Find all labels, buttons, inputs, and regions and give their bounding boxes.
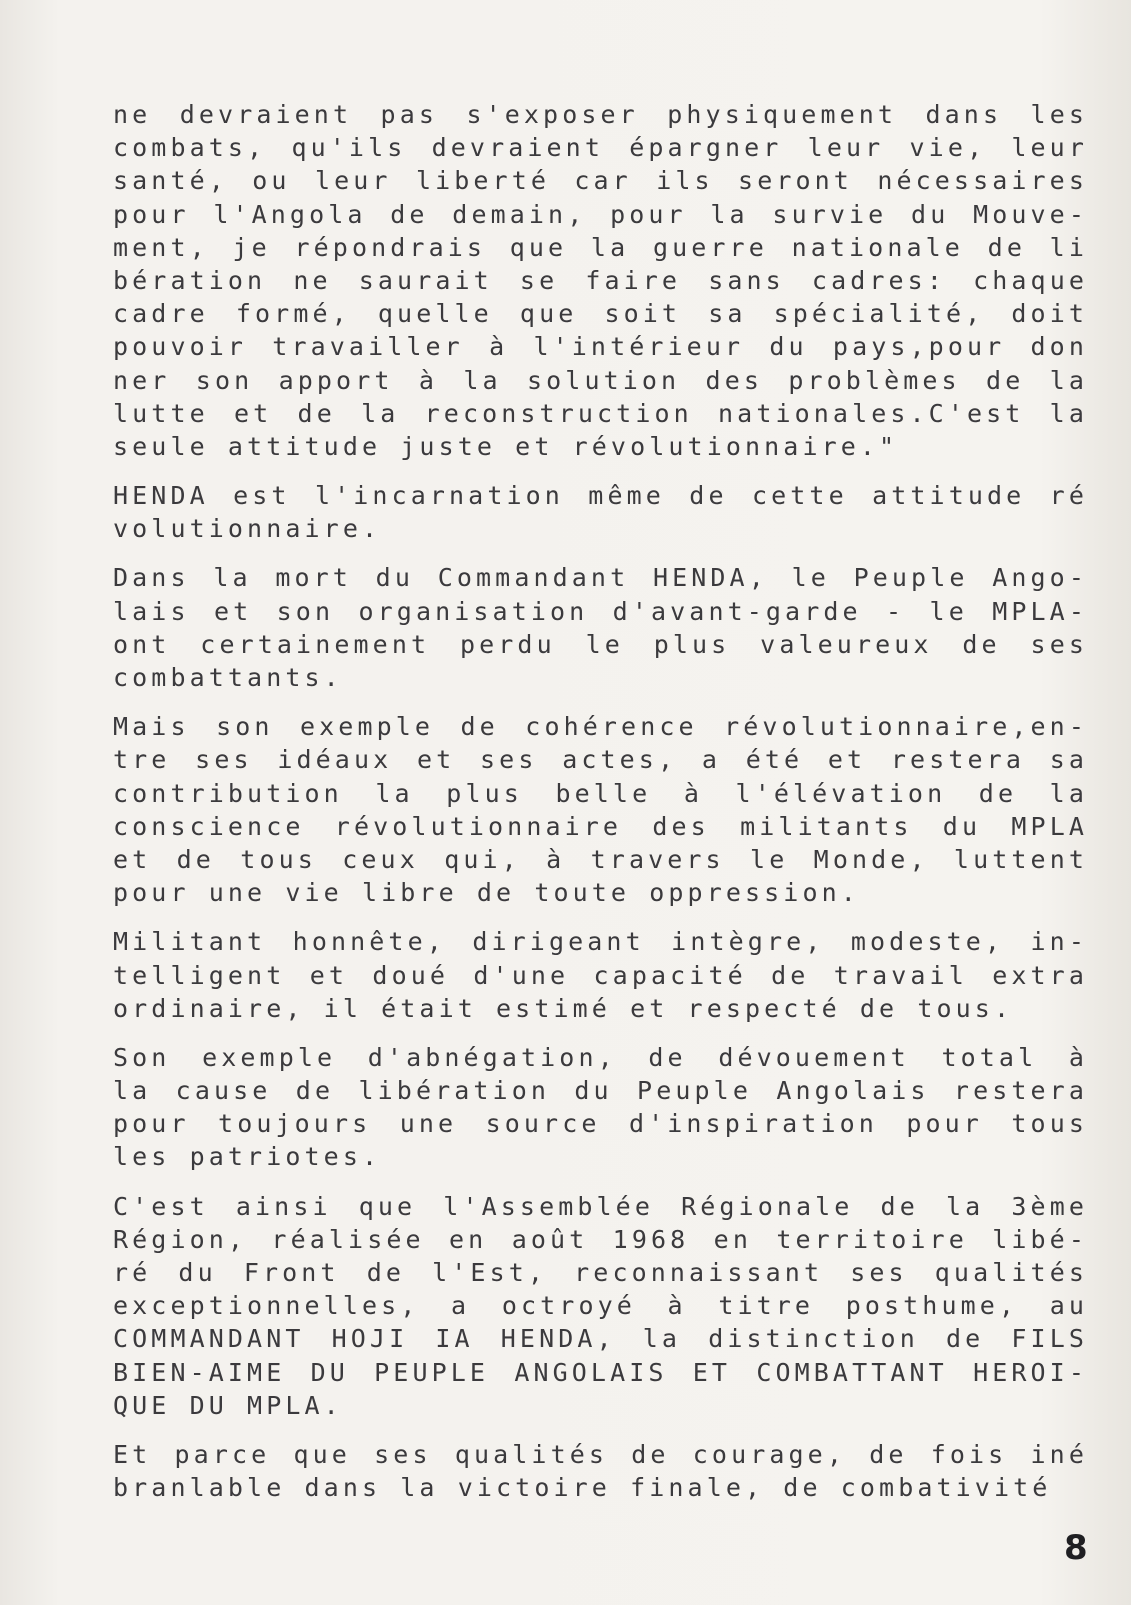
text-line: telligent et doué d'une capacité de travail extra [113,960,1088,990]
paragraph [113,710,1088,909]
text-line: bération ne saurait se faire sans cadres: chaque [113,265,1088,295]
text-line: conscience révolutionnaire des militants du MPLA [113,811,1088,841]
text-line: lais et son organisation d'avant-garde - le MPLA- [113,596,1088,626]
paragraph [113,561,1088,694]
text-line: HENDA est l'incarnation même de cette attitude ré [113,481,1088,511]
text-line: cadre formé, quelle que soit sa spécialité, doit [113,299,1088,329]
text-line: ne devraient pas s'exposer physiquement dans les [113,100,1088,129]
text-line: combattants. [113,663,343,692]
page-number: 8 [1064,1528,1088,1568]
text-line: combats, qu'ils devraient épargner leur vie, leur [113,133,1088,163]
text-line: santé, ou leur liberté car ils seront nécessaires [113,166,1088,196]
text-line: branlable dans la victoire finale, de combativité [113,1473,1052,1503]
text-line: Région, réalisée en août 1968 en territoire libé- [113,1224,1088,1254]
text-line: Dans la mort du Commandant HENDA, le Peuple Ango- [113,563,1088,593]
text-line: COMMANDANT HOJI IA HENDA, la distinction de FILS [113,1324,1088,1354]
body-text [113,98,1088,1520]
text-line: C'est ainsi que l'Assemblée Régionale de la 3ème [113,1191,1088,1221]
paragraph [113,925,1088,1025]
text-line: volutionnaire. [113,514,382,544]
text-line: BIEN-AIME DU PEUPLE ANGOLAIS ET COMBATTANT HEROI- [113,1357,1088,1387]
text-line: ré du Front de l'Est, reconnaissant ses qualités [113,1258,1088,1287]
paragraph [113,1190,1088,1422]
paragraph [113,479,1088,545]
text-line: ner son apport à la solution des problèmes de la [113,365,1088,395]
text-line: la cause de libération du Peuple Angolais restera [113,1076,1088,1106]
text-line: et de tous ceux qui, à travers le Monde, luttent [113,844,1088,874]
text-line: pouvoir travailler à l'intérieur du pays,pour don [113,332,1088,362]
text-line: Et parce que ses qualités de courage, de fois iné [113,1439,1088,1469]
text-line: lutte et de la reconstruction nationales.C'est la [113,398,1088,428]
text-line: tre ses idéaux et ses actes, a été et restera sa [113,745,1088,775]
text-line: contribution la plus belle à l'élévation de la [113,778,1088,808]
paragraph [113,98,1088,463]
text-line: Son exemple d'abnégation, de dévouement total à [113,1042,1088,1072]
paragraph [113,1438,1088,1504]
text-line: exceptionnelles, a octroyé à titre posthume, au [113,1291,1088,1321]
text-line: ordinaire, il était estimé et respecté de tous. [113,993,1014,1023]
text-line: ont certainement perdu le plus valeureux de ses [113,629,1088,659]
text-line: pour l'Angola de demain, pour la survie du Mouve- [113,199,1088,229]
text-line: Militant honnête, dirigeant intègre, modeste, in- [113,927,1088,957]
text-line: seule attitude juste et révolutionnaire." [113,431,899,461]
text-line: pour toujours une source d'inspiration pour tous [113,1109,1088,1139]
paragraph [113,1041,1088,1174]
text-line: QUE DU MPLA. [113,1390,343,1420]
text-line: Mais son exemple de cohérence révolutionnaire,en- [113,712,1088,742]
text-line: les patriotes. [113,1142,382,1172]
text-line: ment, je répondrais que la guerre nationale de li [113,232,1088,262]
text-line: pour une vie libre de toute oppression. [113,878,860,908]
